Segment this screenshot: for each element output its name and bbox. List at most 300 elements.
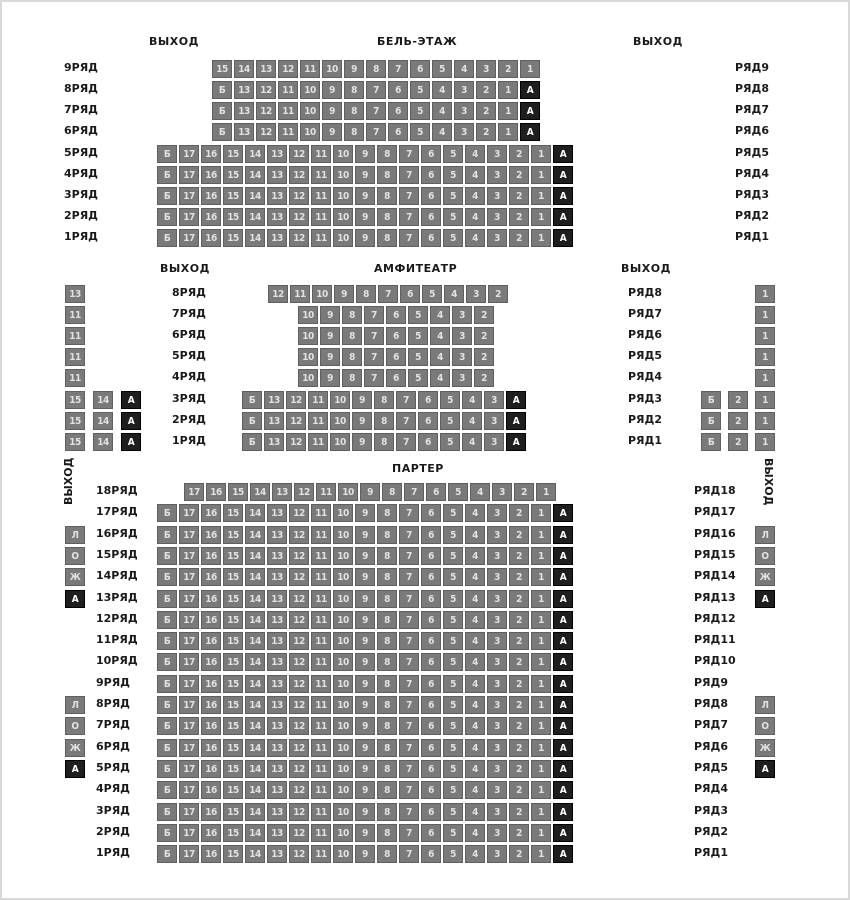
parterre-seat[interactable]: 6 xyxy=(421,632,441,650)
amphitheatre-seat[interactable]: 7 xyxy=(396,412,416,430)
parterre-side-box-left[interactable]: Л xyxy=(65,526,85,544)
parterre-seat[interactable]: 2 xyxy=(509,717,529,735)
parterre-seat[interactable]: 13 xyxy=(267,568,287,586)
parterre-seat[interactable]: 16 xyxy=(201,845,221,863)
parterre-seat[interactable]: 12 xyxy=(289,568,309,586)
parterre-seat[interactable]: 2 xyxy=(509,632,529,650)
parterre-seat[interactable]: 16 xyxy=(201,696,221,714)
parterre-seat[interactable]: 2 xyxy=(509,568,529,586)
balcony-seat[interactable]: 11 xyxy=(311,166,331,184)
parterre-seat[interactable]: 5 xyxy=(443,739,463,757)
parterre-seat[interactable]: 13 xyxy=(267,526,287,544)
parterre-seat[interactable]: 3 xyxy=(487,739,507,757)
parterre-seat[interactable]: 14 xyxy=(245,760,265,778)
parterre-seat[interactable]: 17 xyxy=(179,568,199,586)
parterre-seat[interactable]: 13 xyxy=(267,717,287,735)
parterre-seat[interactable]: 13 xyxy=(267,781,287,799)
balcony-seat[interactable]: 2 xyxy=(509,187,529,205)
balcony-seat[interactable]: 14 xyxy=(245,229,265,247)
parterre-seat[interactable]: 2 xyxy=(509,611,529,629)
amphitheatre-seat[interactable]: А xyxy=(506,433,526,451)
parterre-seat[interactable]: 15 xyxy=(223,653,243,671)
balcony-seat[interactable]: 3 xyxy=(487,187,507,205)
parterre-seat[interactable]: 7 xyxy=(399,547,419,565)
amphitheatre-box-seat-right[interactable]: Б xyxy=(701,433,721,451)
parterre-seat[interactable]: 17 xyxy=(179,696,199,714)
parterre-seat[interactable]: 9 xyxy=(355,803,375,821)
parterre-seat[interactable]: Б xyxy=(157,781,177,799)
parterre-seat[interactable]: 4 xyxy=(465,590,485,608)
amphitheatre-box-seat-left[interactable]: А xyxy=(121,391,141,409)
balcony-seat[interactable]: 14 xyxy=(245,166,265,184)
parterre-seat[interactable]: 4 xyxy=(465,824,485,842)
parterre-seat[interactable]: Б xyxy=(157,504,177,522)
balcony-seat[interactable]: 4 xyxy=(432,123,452,141)
parterre-seat[interactable]: 6 xyxy=(421,504,441,522)
parterre-seat[interactable]: 16 xyxy=(201,526,221,544)
parterre-seat[interactable]: А xyxy=(553,845,573,863)
parterre-seat[interactable]: 2 xyxy=(509,781,529,799)
parterre-seat[interactable]: 15 xyxy=(223,781,243,799)
balcony-seat[interactable]: 13 xyxy=(267,229,287,247)
parterre-seat[interactable]: 3 xyxy=(487,717,507,735)
balcony-seat[interactable]: 13 xyxy=(234,102,254,120)
parterre-seat[interactable]: 12 xyxy=(289,696,309,714)
parterre-side-box-right[interactable]: Ж xyxy=(755,739,775,757)
parterre-seat[interactable]: 10 xyxy=(333,632,353,650)
amphitheatre-seat[interactable]: 11 xyxy=(308,391,328,409)
balcony-seat[interactable]: 10 xyxy=(333,187,353,205)
balcony-seat[interactable]: 6 xyxy=(410,60,430,78)
amphitheatre-seat[interactable]: 13 xyxy=(264,433,284,451)
parterre-side-box-right[interactable]: Л xyxy=(755,696,775,714)
parterre-seat[interactable]: 12 xyxy=(289,845,309,863)
parterre-seat[interactable]: 16 xyxy=(201,760,221,778)
parterre-seat[interactable]: 9 xyxy=(355,611,375,629)
balcony-seat[interactable]: 14 xyxy=(234,60,254,78)
balcony-seat[interactable]: 5 xyxy=(410,81,430,99)
parterre-seat[interactable]: 11 xyxy=(311,739,331,757)
parterre-seat[interactable]: 10 xyxy=(333,717,353,735)
parterre-seat[interactable]: 2 xyxy=(509,824,529,842)
parterre-seat[interactable]: 13 xyxy=(267,590,287,608)
balcony-seat[interactable]: 3 xyxy=(487,145,507,163)
balcony-seat[interactable]: 2 xyxy=(498,60,518,78)
balcony-seat[interactable]: Б xyxy=(157,187,177,205)
parterre-seat[interactable]: 17 xyxy=(179,824,199,842)
parterre-seat[interactable]: А xyxy=(553,675,573,693)
balcony-seat[interactable]: Б xyxy=(157,229,177,247)
balcony-seat[interactable]: 12 xyxy=(289,145,309,163)
balcony-seat[interactable]: 7 xyxy=(399,229,419,247)
amphitheatre-seat[interactable]: 2 xyxy=(474,327,494,345)
parterre-seat[interactable]: 1 xyxy=(531,717,551,735)
parterre-seat[interactable]: 10 xyxy=(333,568,353,586)
parterre-seat[interactable]: 8 xyxy=(377,696,397,714)
parterre-seat[interactable]: 16 xyxy=(201,632,221,650)
balcony-seat[interactable]: 4 xyxy=(454,60,474,78)
balcony-seat[interactable]: 15 xyxy=(223,208,243,226)
parterre-seat[interactable]: 9 xyxy=(360,483,380,501)
parterre-seat[interactable]: 3 xyxy=(487,590,507,608)
amphitheatre-box-seat-left[interactable]: 11 xyxy=(65,369,85,387)
parterre-seat[interactable]: 2 xyxy=(509,739,529,757)
parterre-seat[interactable]: 10 xyxy=(333,845,353,863)
parterre-seat[interactable]: 8 xyxy=(377,717,397,735)
parterre-seat[interactable]: 5 xyxy=(443,803,463,821)
balcony-seat[interactable]: 7 xyxy=(399,166,419,184)
parterre-seat[interactable]: 7 xyxy=(399,760,419,778)
balcony-seat[interactable]: 15 xyxy=(223,166,243,184)
parterre-seat[interactable]: 15 xyxy=(223,760,243,778)
parterre-seat[interactable]: 15 xyxy=(223,590,243,608)
balcony-seat[interactable]: 6 xyxy=(421,145,441,163)
amphitheatre-box-seat-right[interactable]: 1 xyxy=(755,369,775,387)
parterre-seat[interactable]: 12 xyxy=(289,653,309,671)
parterre-seat[interactable]: 14 xyxy=(245,717,265,735)
parterre-seat[interactable]: 8 xyxy=(377,675,397,693)
parterre-seat[interactable]: 6 xyxy=(421,526,441,544)
parterre-seat[interactable]: 2 xyxy=(509,547,529,565)
parterre-seat[interactable]: 4 xyxy=(465,845,485,863)
parterre-seat[interactable]: 8 xyxy=(377,803,397,821)
parterre-seat[interactable]: 12 xyxy=(289,824,309,842)
parterre-seat[interactable]: 6 xyxy=(421,590,441,608)
parterre-seat[interactable]: 13 xyxy=(267,675,287,693)
parterre-seat[interactable]: 17 xyxy=(179,717,199,735)
parterre-seat[interactable]: 2 xyxy=(509,803,529,821)
parterre-seat[interactable]: 1 xyxy=(531,781,551,799)
parterre-seat[interactable]: 11 xyxy=(311,526,331,544)
parterre-seat[interactable]: 17 xyxy=(179,739,199,757)
parterre-seat[interactable]: 13 xyxy=(267,632,287,650)
parterre-seat[interactable]: 15 xyxy=(223,568,243,586)
parterre-seat[interactable]: 5 xyxy=(443,568,463,586)
parterre-seat[interactable]: 9 xyxy=(355,760,375,778)
balcony-seat[interactable]: 10 xyxy=(300,123,320,141)
amphitheatre-box-seat-left[interactable]: 14 xyxy=(93,433,113,451)
balcony-seat[interactable]: 8 xyxy=(366,60,386,78)
parterre-seat[interactable]: 7 xyxy=(399,504,419,522)
parterre-seat[interactable]: 13 xyxy=(267,760,287,778)
amphitheatre-seat[interactable]: 10 xyxy=(298,369,318,387)
parterre-seat[interactable]: Б xyxy=(157,568,177,586)
parterre-seat[interactable]: 7 xyxy=(399,611,419,629)
parterre-seat[interactable]: 4 xyxy=(465,739,485,757)
parterre-seat[interactable]: 12 xyxy=(289,590,309,608)
amphitheatre-box-seat-right[interactable]: Б xyxy=(701,412,721,430)
balcony-seat[interactable]: 13 xyxy=(267,145,287,163)
balcony-seat[interactable]: 2 xyxy=(509,166,529,184)
parterre-seat[interactable]: Б xyxy=(157,632,177,650)
balcony-seat[interactable]: 5 xyxy=(443,187,463,205)
balcony-seat[interactable]: 8 xyxy=(344,102,364,120)
balcony-seat[interactable]: 13 xyxy=(234,123,254,141)
parterre-seat[interactable]: 1 xyxy=(531,653,551,671)
parterre-seat[interactable]: А xyxy=(553,547,573,565)
amphitheatre-seat[interactable]: 8 xyxy=(374,412,394,430)
balcony-seat[interactable]: 15 xyxy=(223,229,243,247)
parterre-seat[interactable]: 3 xyxy=(492,483,512,501)
amphitheatre-seat[interactable]: 7 xyxy=(364,348,384,366)
balcony-seat[interactable]: Б xyxy=(212,102,232,120)
amphitheatre-seat[interactable]: 13 xyxy=(264,412,284,430)
parterre-seat[interactable]: 16 xyxy=(201,803,221,821)
parterre-seat[interactable]: 12 xyxy=(289,803,309,821)
parterre-seat[interactable]: 5 xyxy=(443,696,463,714)
amphitheatre-seat[interactable]: 10 xyxy=(330,391,350,409)
balcony-seat[interactable]: 12 xyxy=(256,123,276,141)
balcony-seat[interactable]: 13 xyxy=(234,81,254,99)
parterre-seat[interactable]: 8 xyxy=(377,824,397,842)
balcony-seat[interactable]: 15 xyxy=(223,145,243,163)
balcony-seat[interactable]: А xyxy=(553,166,573,184)
parterre-seat[interactable]: 3 xyxy=(487,568,507,586)
parterre-seat[interactable]: 7 xyxy=(399,675,419,693)
parterre-seat[interactable]: 6 xyxy=(421,781,441,799)
amphitheatre-seat[interactable]: 3 xyxy=(452,348,472,366)
parterre-seat[interactable]: 9 xyxy=(355,675,375,693)
parterre-seat[interactable]: 3 xyxy=(487,632,507,650)
balcony-seat[interactable]: 14 xyxy=(245,187,265,205)
balcony-seat[interactable]: 1 xyxy=(531,229,551,247)
balcony-seat[interactable]: А xyxy=(520,123,540,141)
balcony-seat[interactable]: 3 xyxy=(454,123,474,141)
amphitheatre-box-seat-left[interactable]: 13 xyxy=(65,285,85,303)
parterre-seat[interactable]: 4 xyxy=(465,696,485,714)
parterre-seat[interactable]: 15 xyxy=(223,547,243,565)
amphitheatre-seat[interactable]: 3 xyxy=(484,412,504,430)
amphitheatre-box-seat-left[interactable]: А xyxy=(121,433,141,451)
parterre-seat[interactable]: 17 xyxy=(179,526,199,544)
parterre-seat[interactable]: 12 xyxy=(289,547,309,565)
amphitheatre-box-seat-left[interactable]: А xyxy=(121,412,141,430)
parterre-seat[interactable]: А xyxy=(553,824,573,842)
balcony-seat[interactable]: 12 xyxy=(278,60,298,78)
parterre-seat[interactable]: 14 xyxy=(245,781,265,799)
balcony-seat[interactable]: Б xyxy=(157,166,177,184)
parterre-seat[interactable]: 3 xyxy=(487,526,507,544)
amphitheatre-seat[interactable]: 3 xyxy=(484,391,504,409)
parterre-seat[interactable]: 9 xyxy=(355,547,375,565)
amphitheatre-seat[interactable]: 5 xyxy=(422,285,442,303)
amphitheatre-seat[interactable]: 6 xyxy=(386,369,406,387)
parterre-seat[interactable]: 15 xyxy=(223,803,243,821)
amphitheatre-seat[interactable]: 10 xyxy=(298,327,318,345)
parterre-side-box-left[interactable]: А xyxy=(65,590,85,608)
amphitheatre-seat[interactable]: 8 xyxy=(356,285,376,303)
balcony-seat[interactable]: 6 xyxy=(421,208,441,226)
parterre-seat[interactable]: 15 xyxy=(223,504,243,522)
balcony-seat[interactable]: 5 xyxy=(443,145,463,163)
amphitheatre-seat[interactable]: 9 xyxy=(320,327,340,345)
balcony-seat[interactable]: А xyxy=(553,229,573,247)
parterre-seat[interactable]: 14 xyxy=(245,526,265,544)
parterre-seat[interactable]: 14 xyxy=(245,653,265,671)
parterre-seat[interactable]: 1 xyxy=(531,845,551,863)
parterre-seat[interactable]: Б xyxy=(157,675,177,693)
parterre-seat[interactable]: 12 xyxy=(289,632,309,650)
parterre-seat[interactable]: 9 xyxy=(355,653,375,671)
parterre-seat[interactable]: 17 xyxy=(179,760,199,778)
amphitheatre-seat[interactable]: 4 xyxy=(430,327,450,345)
balcony-seat[interactable]: 5 xyxy=(410,102,430,120)
balcony-seat[interactable]: 7 xyxy=(366,81,386,99)
parterre-seat[interactable]: 13 xyxy=(267,845,287,863)
amphitheatre-seat[interactable]: 10 xyxy=(330,412,350,430)
parterre-side-box-right[interactable]: Ж xyxy=(755,568,775,586)
parterre-seat[interactable]: Б xyxy=(157,526,177,544)
amphitheatre-seat[interactable]: 12 xyxy=(286,391,306,409)
amphitheatre-seat[interactable]: 10 xyxy=(330,433,350,451)
amphitheatre-box-seat-right[interactable]: 1 xyxy=(755,391,775,409)
balcony-seat[interactable]: 10 xyxy=(333,229,353,247)
parterre-seat[interactable]: 1 xyxy=(531,547,551,565)
balcony-seat[interactable]: 4 xyxy=(432,81,452,99)
parterre-seat[interactable]: 13 xyxy=(267,611,287,629)
balcony-seat[interactable]: 17 xyxy=(179,229,199,247)
amphitheatre-seat[interactable]: 2 xyxy=(474,348,494,366)
parterre-seat[interactable]: 6 xyxy=(421,696,441,714)
balcony-seat[interactable]: 6 xyxy=(388,81,408,99)
balcony-seat[interactable]: 2 xyxy=(509,208,529,226)
parterre-seat[interactable]: 12 xyxy=(289,526,309,544)
parterre-seat[interactable]: 8 xyxy=(377,526,397,544)
balcony-seat[interactable]: 4 xyxy=(465,208,485,226)
balcony-seat[interactable]: 5 xyxy=(410,123,430,141)
parterre-seat[interactable]: 8 xyxy=(377,504,397,522)
parterre-seat[interactable]: 11 xyxy=(311,547,331,565)
balcony-seat[interactable]: 11 xyxy=(311,187,331,205)
parterre-seat[interactable]: 11 xyxy=(311,803,331,821)
balcony-seat[interactable]: 3 xyxy=(454,81,474,99)
parterre-seat[interactable]: 8 xyxy=(382,483,402,501)
amphitheatre-seat[interactable]: 7 xyxy=(364,306,384,324)
parterre-seat[interactable]: Б xyxy=(157,547,177,565)
amphitheatre-seat[interactable]: 4 xyxy=(462,433,482,451)
parterre-seat[interactable]: 15 xyxy=(223,696,243,714)
balcony-seat[interactable]: 9 xyxy=(322,102,342,120)
amphitheatre-seat[interactable]: 5 xyxy=(408,369,428,387)
balcony-seat[interactable]: 15 xyxy=(223,187,243,205)
balcony-seat[interactable]: Б xyxy=(157,145,177,163)
balcony-seat[interactable]: 3 xyxy=(487,166,507,184)
amphitheatre-box-seat-left[interactable]: 15 xyxy=(65,412,85,430)
amphitheatre-box-seat-right[interactable]: 1 xyxy=(755,433,775,451)
parterre-seat[interactable]: 16 xyxy=(201,504,221,522)
amphitheatre-seat[interactable]: 12 xyxy=(286,433,306,451)
balcony-seat[interactable]: 5 xyxy=(443,166,463,184)
parterre-side-box-left[interactable]: Л xyxy=(65,696,85,714)
balcony-seat[interactable]: 2 xyxy=(509,145,529,163)
parterre-seat[interactable]: 8 xyxy=(377,568,397,586)
parterre-seat[interactable]: 14 xyxy=(245,675,265,693)
parterre-seat[interactable]: 4 xyxy=(465,526,485,544)
balcony-seat[interactable]: 1 xyxy=(498,123,518,141)
amphitheatre-seat[interactable]: 9 xyxy=(352,433,372,451)
parterre-seat[interactable]: 16 xyxy=(201,717,221,735)
amphitheatre-seat[interactable]: 9 xyxy=(320,348,340,366)
parterre-seat[interactable]: 4 xyxy=(465,568,485,586)
balcony-seat[interactable]: Б xyxy=(212,123,232,141)
parterre-seat[interactable]: 4 xyxy=(465,611,485,629)
balcony-seat[interactable]: 9 xyxy=(355,229,375,247)
amphitheatre-seat[interactable]: 3 xyxy=(452,369,472,387)
parterre-seat[interactable]: 7 xyxy=(399,781,419,799)
balcony-seat[interactable]: 17 xyxy=(179,145,199,163)
parterre-seat[interactable]: А xyxy=(553,632,573,650)
balcony-seat[interactable]: 10 xyxy=(333,208,353,226)
parterre-seat[interactable]: 3 xyxy=(487,781,507,799)
parterre-seat[interactable]: 3 xyxy=(487,824,507,842)
parterre-seat[interactable]: 10 xyxy=(333,504,353,522)
parterre-seat[interactable]: 17 xyxy=(179,504,199,522)
balcony-seat[interactable]: 4 xyxy=(465,166,485,184)
amphitheatre-box-seat-right[interactable]: 1 xyxy=(755,348,775,366)
amphitheatre-seat[interactable]: 7 xyxy=(364,369,384,387)
parterre-seat[interactable]: 17 xyxy=(179,781,199,799)
parterre-seat[interactable]: А xyxy=(553,781,573,799)
parterre-seat[interactable]: 9 xyxy=(355,824,375,842)
parterre-seat[interactable]: 12 xyxy=(289,781,309,799)
balcony-seat[interactable]: 9 xyxy=(355,166,375,184)
balcony-seat[interactable]: 12 xyxy=(256,81,276,99)
balcony-seat[interactable]: 8 xyxy=(377,166,397,184)
parterre-seat[interactable]: 6 xyxy=(421,760,441,778)
parterre-seat[interactable]: 4 xyxy=(465,717,485,735)
parterre-seat[interactable]: 1 xyxy=(531,568,551,586)
balcony-seat[interactable]: 15 xyxy=(212,60,232,78)
amphitheatre-seat[interactable]: 5 xyxy=(440,412,460,430)
parterre-seat[interactable]: 2 xyxy=(509,696,529,714)
amphitheatre-seat[interactable]: 9 xyxy=(320,369,340,387)
parterre-seat[interactable]: Б xyxy=(157,696,177,714)
parterre-seat[interactable]: 17 xyxy=(179,547,199,565)
amphitheatre-seat[interactable]: 5 xyxy=(440,433,460,451)
balcony-seat[interactable]: 9 xyxy=(355,208,375,226)
parterre-seat[interactable]: А xyxy=(553,696,573,714)
balcony-seat[interactable]: Б xyxy=(212,81,232,99)
parterre-seat[interactable]: 5 xyxy=(443,781,463,799)
amphitheatre-seat[interactable]: Б xyxy=(242,433,262,451)
balcony-seat[interactable]: 8 xyxy=(377,145,397,163)
amphitheatre-seat[interactable]: 10 xyxy=(298,348,318,366)
parterre-seat[interactable]: 7 xyxy=(399,845,419,863)
parterre-seat[interactable]: 17 xyxy=(179,653,199,671)
balcony-seat[interactable]: 9 xyxy=(355,187,375,205)
amphitheatre-seat[interactable]: 6 xyxy=(386,327,406,345)
balcony-seat[interactable]: 1 xyxy=(520,60,540,78)
parterre-seat[interactable]: 16 xyxy=(201,653,221,671)
amphitheatre-seat[interactable]: 11 xyxy=(290,285,310,303)
balcony-seat[interactable]: 8 xyxy=(344,81,364,99)
parterre-side-box-left[interactable]: Ж xyxy=(65,739,85,757)
parterre-seat[interactable]: 17 xyxy=(179,611,199,629)
parterre-seat[interactable]: 13 xyxy=(267,653,287,671)
amphitheatre-box-seat-left[interactable]: 11 xyxy=(65,306,85,324)
parterre-seat[interactable]: 6 xyxy=(421,824,441,842)
amphitheatre-box-seat-left[interactable]: 11 xyxy=(65,327,85,345)
balcony-seat[interactable]: 6 xyxy=(388,102,408,120)
amphitheatre-seat[interactable]: 4 xyxy=(462,412,482,430)
parterre-seat[interactable]: 6 xyxy=(421,803,441,821)
parterre-seat[interactable]: 1 xyxy=(531,504,551,522)
balcony-seat[interactable]: А xyxy=(553,145,573,163)
parterre-seat[interactable]: 11 xyxy=(311,760,331,778)
amphitheatre-seat[interactable]: 4 xyxy=(430,369,450,387)
parterre-seat[interactable]: 7 xyxy=(399,739,419,757)
parterre-seat[interactable]: 8 xyxy=(377,590,397,608)
